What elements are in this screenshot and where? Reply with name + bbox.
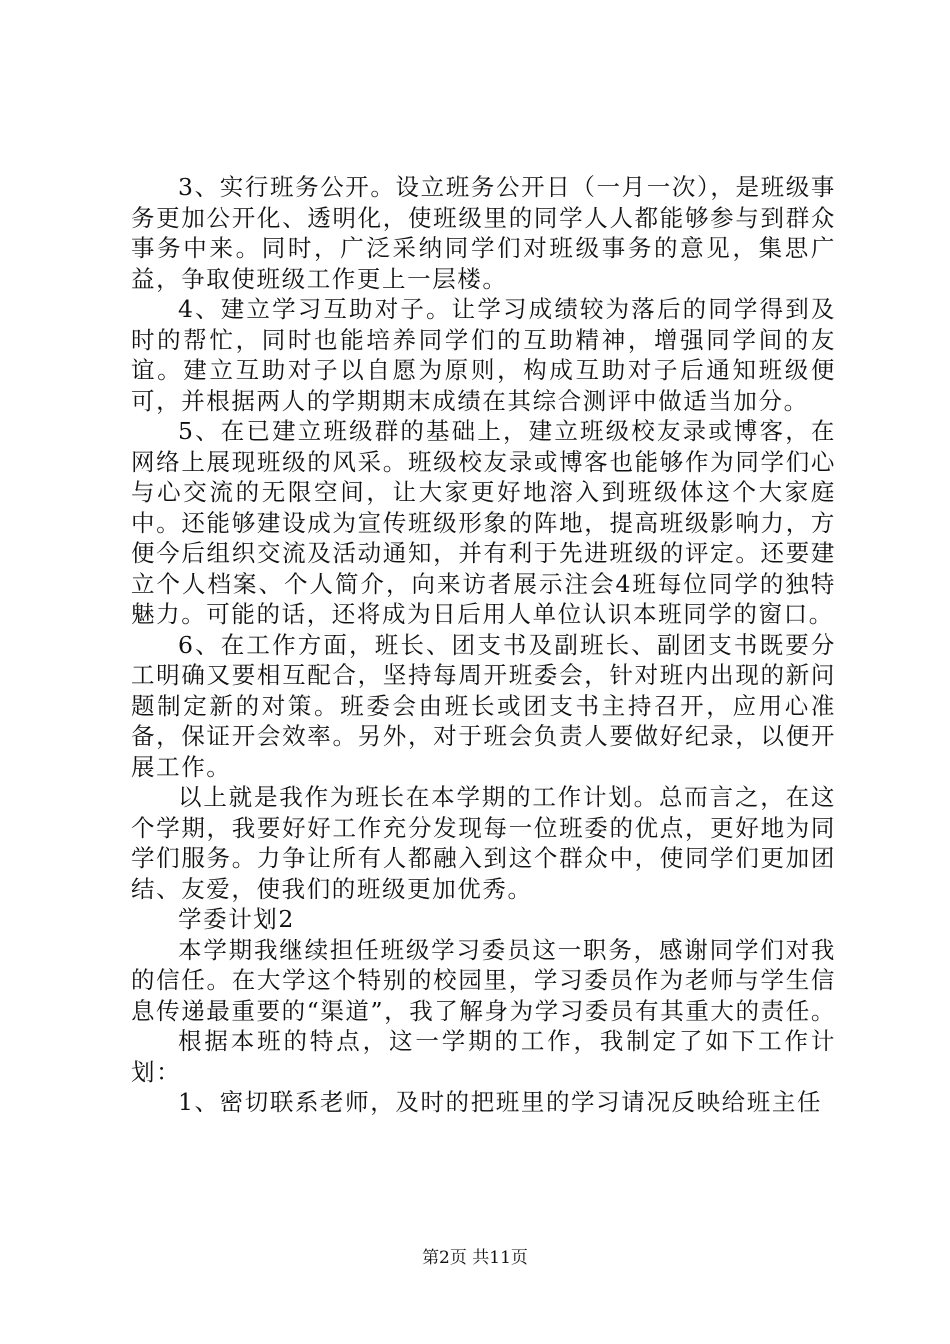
section-title: 学委计划2 [178, 905, 295, 933]
document-body [131, 172, 836, 1118]
paragraph-item-3: 3、实行班务公开。设立班务公开日（一月一次），是班级事务更加公开化、透明化，使班级里的同学人人都能够参与到群众事务中来。同时，广泛采纳同学们对班级事务的意见，集思广益，争取使班级工作更上一层楼。 [131, 173, 836, 293]
paragraph-item-5: 5、在已建立班级群的基础上，建立班级校友录或博客，在网络上展现班级的风采。班级校友录或博客也能够作为同学们心与心交流的无限空间，让大家更好地溶入到班级体这个大家庭中。还能够建设成为宣传班级形象的阵地，提高班级影响力，方便今后组织交流及活动通知，并有利于先进班级的评定。还要建立个人档案、个人简介，向来访者展示注会4班每位同学的独特魅力。可能的话，还将成为日后用人单位认识本班同学的窗口。 [131, 417, 836, 628]
paragraph-plan-lead: 根据本班的特点，这一学期的工作，我制定了如下工作计划： [131, 1027, 836, 1086]
page-footer: 第2页 共11页 [422, 1248, 528, 1268]
paragraph-plan-item-1: 1、密切联系老师，及时的把班里的学习请况反映给班主任 [178, 1088, 823, 1116]
paragraph-item-6: 6、在工作方面，班长、团支书及副班长、副团支书既要分工明确又要相互配合，坚持每周开班委会，针对班内出现的新问题制定新的对策。班委会由班长或团支书主持召开，应用心准备，保证开会效率。另外，对于班会负责人要做好纪录，以便开展工作。 [131, 630, 836, 781]
paragraph-intro: 本学期我继续担任班级学习委员这一职务，感谢同学们对我的信任。在大学这个特别的校园里，学习委员作为老师与学生信息传递最重要的“渠道”，我了解身为学习委员有其重大的责任。 [131, 935, 836, 1025]
paragraph-item-4: 4、建立学习互助对子。让学习成绩较为落后的同学得到及时的帮忙，同时也能培养同学们的互助精神，增强同学间的友谊。建立互助对子以自愿为原则，构成互助对子后通知班级便可，并根据两人的学期期末成绩在其综合测评中做适当加分。 [131, 295, 836, 415]
paragraph-summary: 以上就是我作为班长在本学期的工作计划。总而言之，在这个学期，我要好好工作充分发现每一位班委的优点，更好地为同学们服务。力争让所有人都融入到这个群众中，使同学们更加团结、友爱，使我们的班级更加优秀。 [131, 783, 836, 903]
